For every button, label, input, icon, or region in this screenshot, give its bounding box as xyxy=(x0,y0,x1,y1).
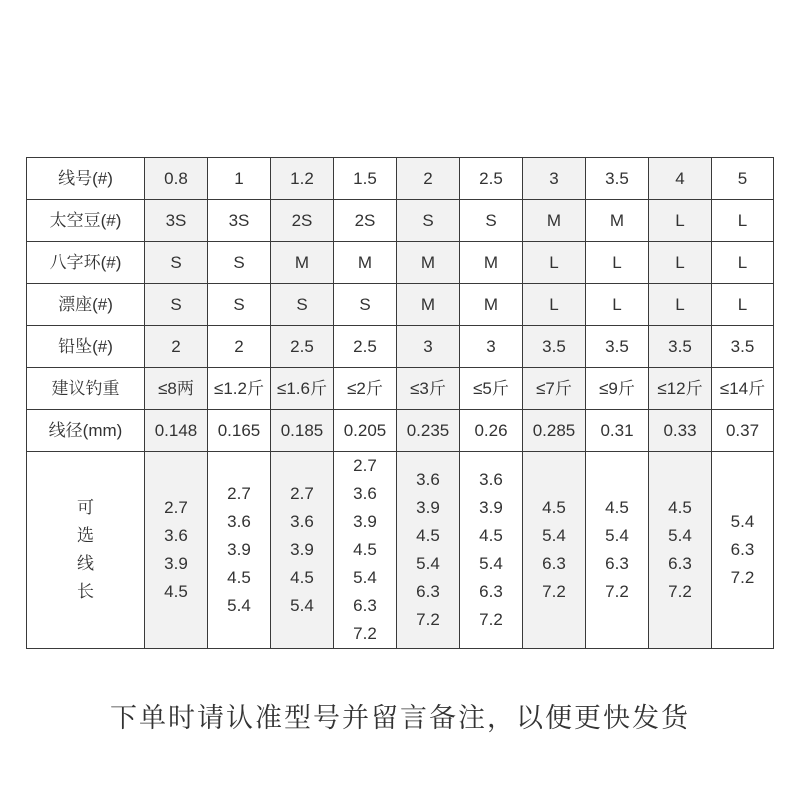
length-value: 3.9 xyxy=(227,540,251,559)
length-value: 5.4 xyxy=(353,568,377,587)
table-cell: M xyxy=(271,242,334,284)
length-value: 6.3 xyxy=(605,554,629,573)
table-row xyxy=(27,368,774,410)
length-value: 5.4 xyxy=(290,596,314,615)
table-cell: 2 xyxy=(145,326,208,368)
length-value: 4.5 xyxy=(542,498,566,517)
length-value: 4.5 xyxy=(227,568,251,587)
length-value: 3.6 xyxy=(290,512,314,531)
table-cell: L xyxy=(649,242,712,284)
length-value: 7.2 xyxy=(605,582,629,601)
table-cell: L xyxy=(649,284,712,326)
length-value: 4.5 xyxy=(605,498,629,517)
length-value: 4.5 xyxy=(164,582,188,601)
table-cell: 5 xyxy=(712,158,774,200)
table-cell xyxy=(334,452,397,649)
length-value: 6.3 xyxy=(479,582,503,601)
row-label: 线号(#) xyxy=(27,158,145,200)
table-cell: ≤5斤 xyxy=(460,368,523,410)
table-cell: 2.5 xyxy=(271,326,334,368)
table-cell: ≤9斤 xyxy=(586,368,649,410)
table-cell: 3.5 xyxy=(586,326,649,368)
spec-table-body xyxy=(27,158,774,649)
table-cell: L xyxy=(712,200,774,242)
table-cell: 3 xyxy=(397,326,460,368)
table-cell xyxy=(145,452,208,649)
length-value: 5.4 xyxy=(416,554,440,573)
length-value: 3.9 xyxy=(479,498,503,517)
length-value: 2.7 xyxy=(227,484,251,503)
table-cell: S xyxy=(397,200,460,242)
footer-note: 下单时请认准型号并留言备注，以便更快发货 xyxy=(110,703,690,733)
table-cell xyxy=(649,452,712,649)
table-cell: 0.33 xyxy=(649,410,712,452)
table-cell: 3S xyxy=(145,200,208,242)
table-cell: 2.5 xyxy=(460,158,523,200)
table-cell: 3.5 xyxy=(649,326,712,368)
length-value: 7.2 xyxy=(416,610,440,629)
table-cell: S xyxy=(208,284,271,326)
length-value: 3.9 xyxy=(164,554,188,573)
length-value: 4.5 xyxy=(416,526,440,545)
table-cell: ≤1.6斤 xyxy=(271,368,334,410)
table-cell: L xyxy=(712,284,774,326)
table-cell: S xyxy=(145,284,208,326)
table-cell: 0.185 xyxy=(271,410,334,452)
table-cell: M xyxy=(460,242,523,284)
row-label xyxy=(27,452,145,649)
length-value: 7.2 xyxy=(479,610,503,629)
length-value: 5.4 xyxy=(668,526,692,545)
table-cell: L xyxy=(649,200,712,242)
length-value: 7.2 xyxy=(353,624,377,643)
length-value: 5.4 xyxy=(605,526,629,545)
table-cell: L xyxy=(586,284,649,326)
length-value: 3.6 xyxy=(479,470,503,489)
table-cell: M xyxy=(523,200,586,242)
length-value: 7.2 xyxy=(542,582,566,601)
table-cell: M xyxy=(397,242,460,284)
table-cell: ≤1.2斤 xyxy=(208,368,271,410)
table-row xyxy=(27,242,774,284)
row-label: 太空豆(#) xyxy=(27,200,145,242)
table-cell: 3.5 xyxy=(712,326,774,368)
table-cell: 2 xyxy=(397,158,460,200)
table-cell: 3 xyxy=(523,158,586,200)
spec-table xyxy=(26,157,774,649)
length-value: 7.2 xyxy=(668,582,692,601)
table-cell: ≤7斤 xyxy=(523,368,586,410)
table-cell: 2S xyxy=(271,200,334,242)
table-cell: S xyxy=(208,242,271,284)
table-cell xyxy=(460,452,523,649)
table-cell: S xyxy=(145,242,208,284)
table-cell: 2 xyxy=(208,326,271,368)
table-cell: 0.26 xyxy=(460,410,523,452)
table-cell: 1.5 xyxy=(334,158,397,200)
table-row xyxy=(27,284,774,326)
table-cell: 1 xyxy=(208,158,271,200)
table-cell xyxy=(271,452,334,649)
length-value: 3.6 xyxy=(164,526,188,545)
table-cell: M xyxy=(397,284,460,326)
table-row xyxy=(27,452,774,649)
table-cell: 0.148 xyxy=(145,410,208,452)
table-cell: M xyxy=(460,284,523,326)
length-value: 5.4 xyxy=(479,554,503,573)
table-cell: L xyxy=(523,284,586,326)
table-cell: 3.5 xyxy=(523,326,586,368)
length-value: 3.9 xyxy=(290,540,314,559)
table-cell: ≤2斤 xyxy=(334,368,397,410)
table-cell: 3 xyxy=(460,326,523,368)
table-cell: L xyxy=(712,242,774,284)
table-cell: 2.5 xyxy=(334,326,397,368)
length-value: 6.3 xyxy=(668,554,692,573)
row-label: 建议钓重 xyxy=(27,368,145,410)
table-row xyxy=(27,326,774,368)
length-value: 3.6 xyxy=(416,470,440,489)
table-row xyxy=(27,158,774,200)
table-cell xyxy=(208,452,271,649)
length-value: 5.4 xyxy=(730,512,755,531)
table-cell: 0.31 xyxy=(586,410,649,452)
length-value: 2.7 xyxy=(290,484,314,503)
table-cell: 0.8 xyxy=(145,158,208,200)
table-cell xyxy=(586,452,649,649)
length-value: 6.3 xyxy=(416,582,440,601)
length-value: 3.6 xyxy=(227,512,251,531)
table-cell: 3S xyxy=(208,200,271,242)
table-cell: 0.165 xyxy=(208,410,271,452)
table-cell: M xyxy=(586,200,649,242)
length-value: 6.3 xyxy=(353,596,377,615)
table-cell: 0.285 xyxy=(523,410,586,452)
table-row xyxy=(27,410,774,452)
table-cell: M xyxy=(334,242,397,284)
table-cell: ≤8两 xyxy=(145,368,208,410)
row-label: 铅坠(#) xyxy=(27,326,145,368)
length-value: 2.7 xyxy=(164,498,188,517)
table-cell: 0.205 xyxy=(334,410,397,452)
table-cell: 4 xyxy=(649,158,712,200)
table-cell: ≤3斤 xyxy=(397,368,460,410)
length-value: 2.7 xyxy=(353,456,377,475)
table-cell: ≤12斤 xyxy=(649,368,712,410)
length-value: 3.6 xyxy=(353,484,377,503)
row-label: 漂座(#) xyxy=(27,284,145,326)
table-cell: 1.2 xyxy=(271,158,334,200)
table-cell: L xyxy=(586,242,649,284)
table-row xyxy=(27,200,774,242)
length-value: 5.4 xyxy=(227,596,251,615)
table-cell: 2S xyxy=(334,200,397,242)
length-value: 6.3 xyxy=(542,554,566,573)
table-cell xyxy=(397,452,460,649)
length-row-label: 可选线长 xyxy=(77,498,94,601)
length-value: 5.4 xyxy=(542,526,566,545)
table-cell: S xyxy=(460,200,523,242)
table-cell: 3.5 xyxy=(586,158,649,200)
length-value: 3.9 xyxy=(416,498,440,517)
table-cell xyxy=(712,452,774,649)
table-cell: 0.37 xyxy=(712,410,774,452)
length-value: 4.5 xyxy=(353,540,377,559)
table-cell: L xyxy=(523,242,586,284)
length-value: 3.9 xyxy=(353,512,377,531)
length-value: 7.2 xyxy=(730,568,755,587)
table-cell: ≤14斤 xyxy=(712,368,774,410)
table-cell xyxy=(523,452,586,649)
length-value: 6.3 xyxy=(730,540,755,559)
row-label: 八字环(#) xyxy=(27,242,145,284)
length-value: 4.5 xyxy=(479,526,503,545)
length-value: 4.5 xyxy=(668,498,692,517)
row-label: 线径(mm) xyxy=(27,410,145,452)
table-cell: S xyxy=(334,284,397,326)
length-value: 4.5 xyxy=(290,568,314,587)
table-cell: 0.235 xyxy=(397,410,460,452)
table-cell: S xyxy=(271,284,334,326)
